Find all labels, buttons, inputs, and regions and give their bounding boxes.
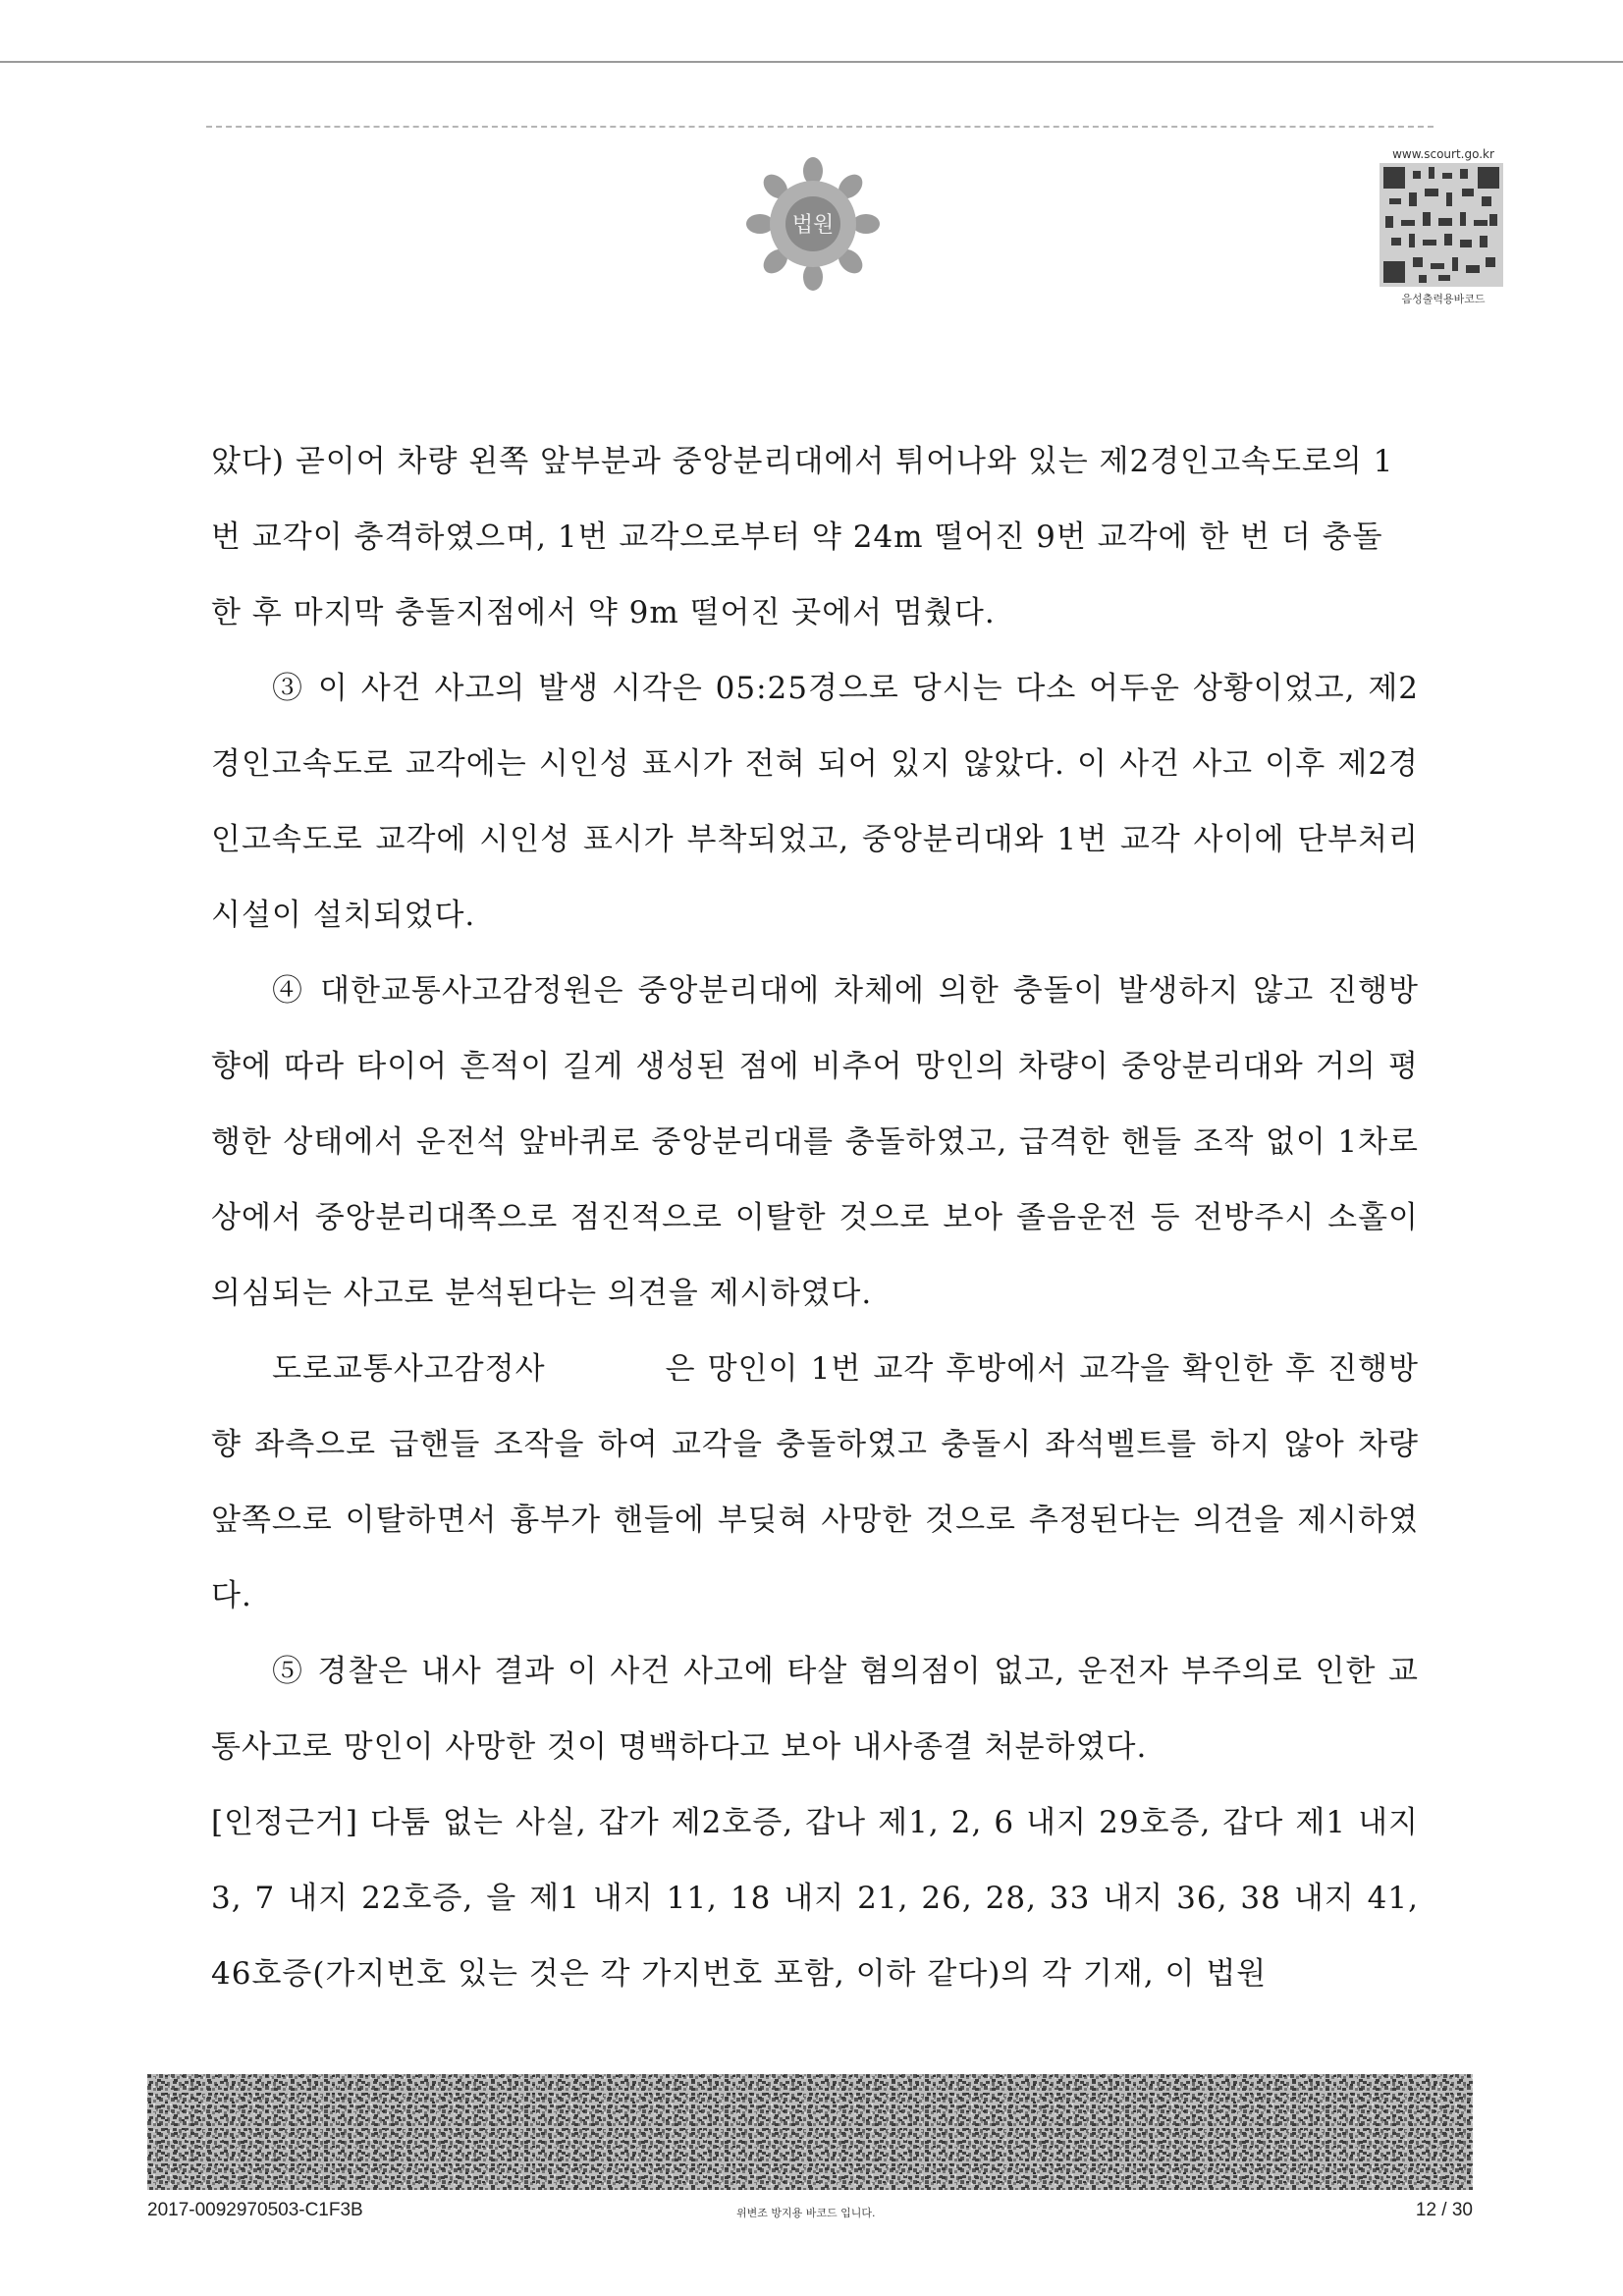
text-line: 한 후 마지막 충돌지점에서 약 9m 떨어진 곳에서 멈췄다. — [211, 595, 996, 630]
paragraph-3: ③ 이 사건 사고의 발생 시각은 05:25경으로 당시는 다소 어두운 상황이었고, 제2경인고속도로 교각에는 시인성 표시가 전혀 되어 있지 않았다. 이 사건 사고 이후 제2경인고속도로 교각에 시인성 표시가 부착되었고, 중앙분리대와 1번 교각 사이에 단부처리시설이 설치되었다. — [211, 671, 1419, 933]
text-line: 았다) 곧이어 차량 왼쪽 앞부분과 중앙분리대에서 튀어나와 있는 제2경인고속도로의 1 — [211, 444, 1394, 479]
anti-forgery-caption: 위변조 방지용 바코드 입니다. — [736, 2207, 876, 2219]
document-id: 2017-0092970503-C1F3B — [147, 2200, 363, 2220]
voice-barcode-icon — [1380, 163, 1503, 287]
paragraph-4: ④ 대한교통사고감정원은 중앙분리대에 차체에 의한 충돌이 발생하지 않고 진행방향에 따라 타이어 흔적이 길게 생성된 점에 비추어 망인의 차량이 중앙분리대와 거의 평행한 상태에서 운전석 앞바퀴로 중앙분리대를 충돌하였고, 급격한 핸들 조작 없이 1차로 상에서 중앙분리대쪽으로 점진적으로 이탈한 것으로 보아 졸음운전 등 전방주시 소홀이 의심되는 사고로 분석된다는 의견을 제시하였다. — [211, 973, 1419, 1311]
appraiser-label: 도로교통사고감정사 — [272, 1351, 546, 1387]
court-emblem-icon — [746, 157, 880, 291]
top-rule — [0, 61, 1623, 63]
paragraph-basis: [인정근거] 다툼 없는 사실, 갑가 제2호증, 갑나 제1, 2, 6 내지 29호증, 갑다 제1 내지 3, 7 내지 22호증, 을 제1 내지 11, 18 내지 21, 26, 28, 33 내지 36, 38 내지 41, 46호증(가지번호 있는 것은 각 가지번호 포함, 이하 같다)의 각 기재, 이 법원 — [211, 1805, 1419, 1992]
paragraph-appraiser — [211, 1332, 1419, 1634]
page-number: 12 / 30 — [1415, 2200, 1473, 2220]
anti-forgery-barcode-icon — [147, 2074, 1473, 2190]
voice-barcode-caption: 음성출력용바코드 — [1401, 293, 1486, 305]
appraiser-opinion: 은 망인이 1번 교각 후방에서 교각을 확인한 후 진행방향 좌측으로 급핸들 조작을 하여 교각을 충돌하였고 충돌시 좌석벨트를 하지 않아 차량 앞쪽으로 이탈하면서 흉부가 핸들에 부딪혀 사망한 것으로 추정된다는 의견을 제시하였다. — [211, 1351, 1420, 1613]
emblem-label: 법원 — [791, 213, 835, 238]
text-line: 번 교각이 충격하였으며, 1번 교각으로부터 약 24m 떨어진 9번 교각에 한 번 더 충돌 — [211, 519, 1383, 555]
paragraph-continued — [211, 424, 1419, 651]
header-dashed-rule — [206, 126, 1434, 129]
document-body — [211, 424, 1419, 2012]
court-url: www.scourt.go.kr — [1392, 147, 1494, 161]
paragraph-5: ⑤ 경찰은 내사 결과 이 사건 사고에 타살 혐의점이 없고, 운전자 부주의로 인한 교통사고로 망인이 사망한 것이 명백하다고 보아 내사종결 처분하였다. — [211, 1654, 1419, 1765]
redacted-name — [558, 1357, 666, 1385]
